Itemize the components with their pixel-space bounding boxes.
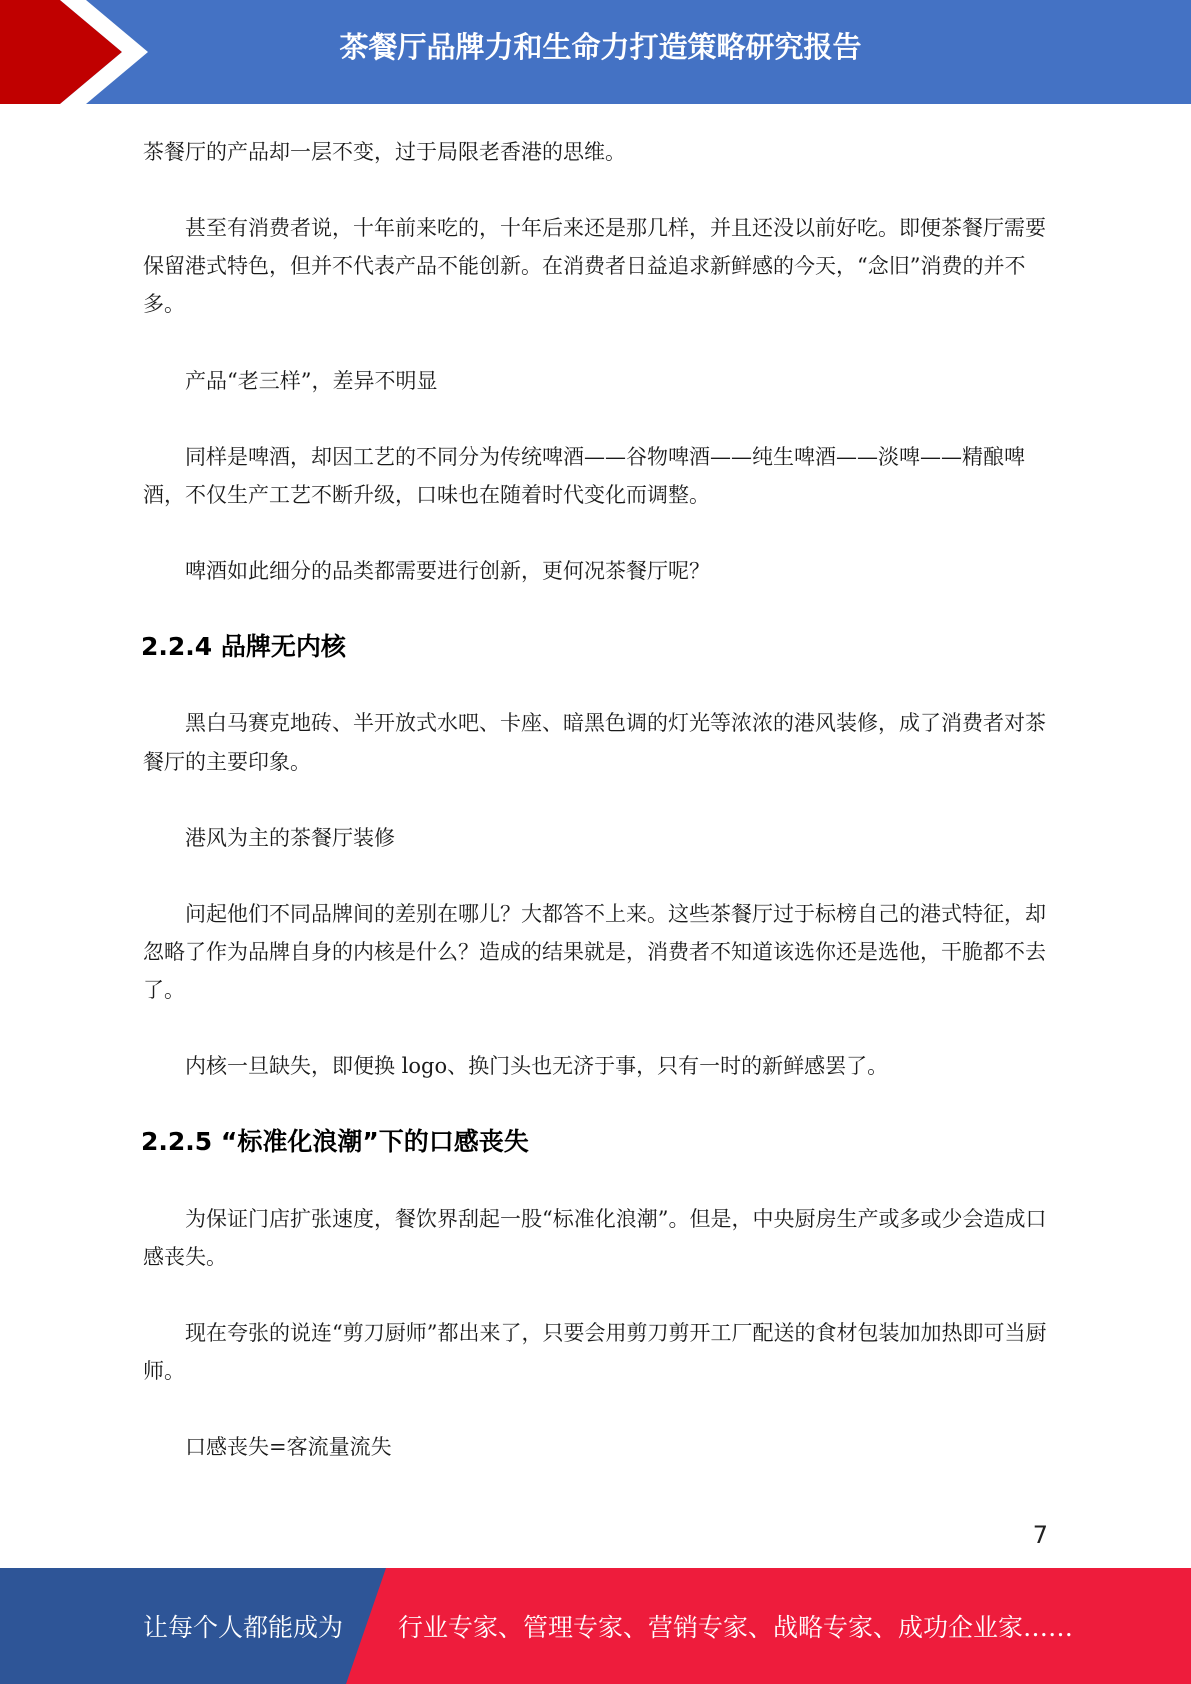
paragraph: 啤酒如此细分的品类都需要进行创新，更何况茶餐厅呢？: [185, 559, 710, 584]
page-number: 7: [1032, 1521, 1048, 1549]
document-body: [143, 133, 1047, 1504]
paragraph: 同样是啤酒，却因工艺的不同分为传统啤酒——谷物啤酒——纯生啤酒——淡啤——精酿啤酒，不仅生产工艺不断升级，口味也在随着时代变化而调整。: [143, 444, 1025, 507]
report-title: 茶餐厅品牌力和生命力打造策略研究报告: [339, 30, 862, 64]
paragraph: 现在夸张的说连“剪刀厨师”都出来了，只要会用剪刀剪开工厂配送的食材包装加加热即可当厨师。: [143, 1320, 1047, 1383]
paragraph: 问起他们不同品牌间的差别在哪儿？大都答不上来。这些茶餐厅过于标榜自己的港式特征，却忽略了作为品牌自身的内核是什么？造成的结果就是，消费者不知道该选你还是选他，干脆都不去了。: [143, 901, 1046, 1003]
paragraph: 为保证门店扩张速度，餐饮界刮起一股“标准化浪潮”。但是，中央厨房生产或多或少会造成口感丧失。: [143, 1206, 1047, 1269]
paragraph: 甚至有消费者说，十年前来吃的，十年后来还是那几样，并且还没以前好吃。即便茶餐厅需要保留港式特色，但并不代表产品不能创新。在消费者日益追求新鲜感的今天，“念旧”消费的并不多。: [143, 216, 1046, 317]
section-heading: 2.2.5 “标准化浪潮”下的口感丧失: [141, 1127, 529, 1157]
footer-roles: 行业专家、管理专家、营销专家、战略专家、成功企业家……: [398, 1613, 1074, 1642]
paragraph: 内核一旦缺失，即便换 logo、换门头也无济于事，只有一时的新鲜感罢了。: [185, 1054, 889, 1079]
section-heading: 2.2.4 品牌无内核: [141, 632, 346, 662]
paragraph: 口感丧失=客流量流失: [185, 1435, 392, 1460]
page-footer: [0, 1568, 1191, 1684]
paragraph: 产品“老三样”，差异不明显: [185, 368, 438, 393]
footer-slogan: 让每个人都能成为: [143, 1613, 344, 1642]
page-header: [0, 0, 1191, 104]
paragraph: 港风为主的茶餐厅装修: [185, 825, 395, 850]
paragraph: 黑白马赛克地砖、半开放式水吧、卡座、暗黑色调的灯光等浓浓的港风装修，成了消费者对茶餐厅的主要印象。: [143, 711, 1046, 774]
paragraph: 茶餐厅的产品却一层不变，过于局限老香港的思维。: [143, 140, 626, 164]
